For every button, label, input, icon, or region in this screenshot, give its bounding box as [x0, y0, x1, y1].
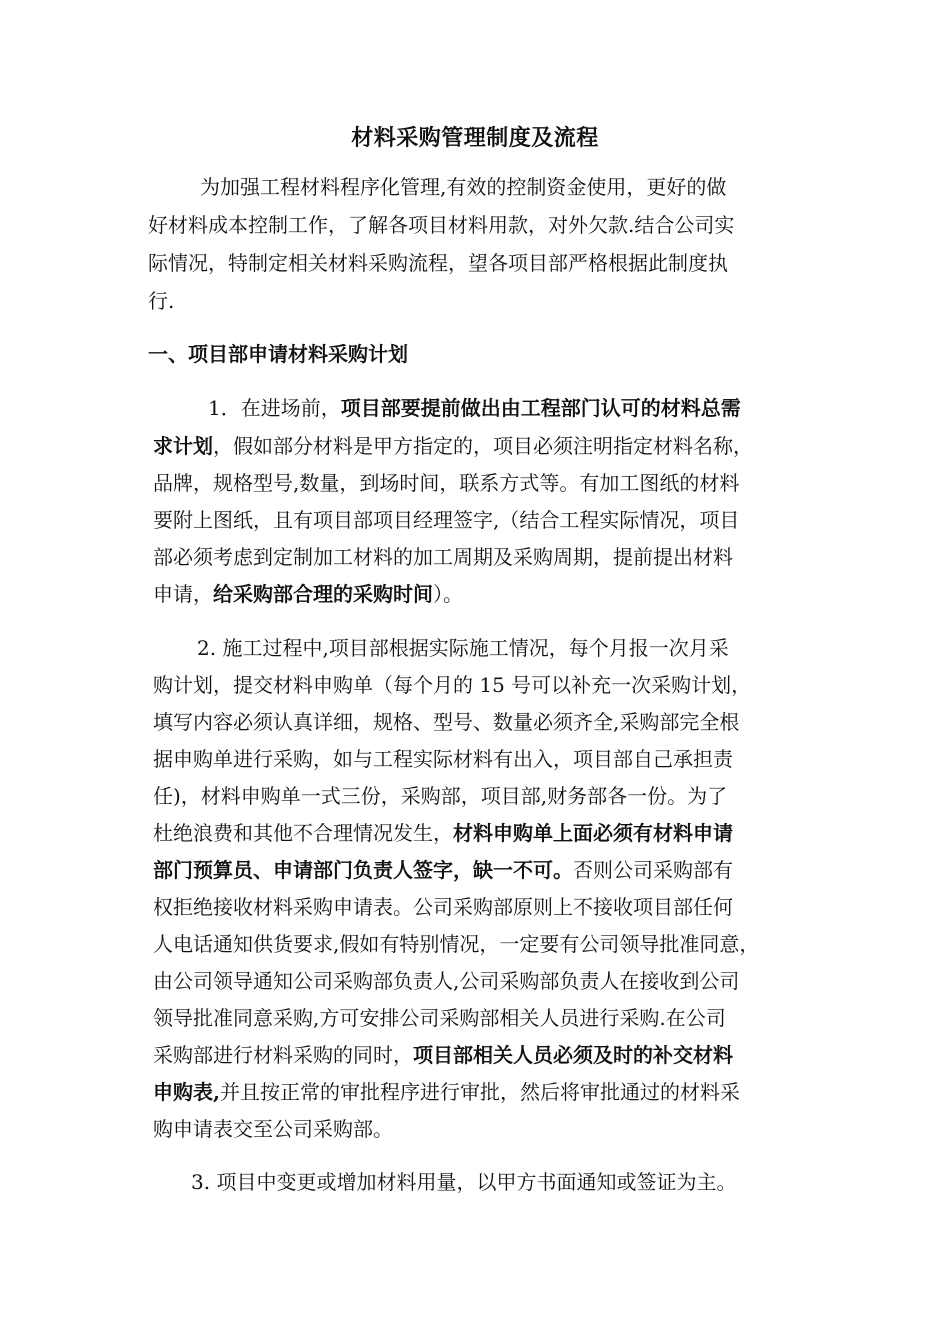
p2-line-3: 填写内容必须认真详细，规格、型号、数量必须齐全,采购部完全根 — [153, 710, 740, 734]
document-title: 材料采购管理制度及流程 — [351, 125, 599, 151]
p1-line-2 — [153, 431, 753, 461]
p2-line-7 — [153, 855, 733, 885]
p2-line-6 — [153, 818, 733, 848]
intro-line-3: 际情况，特制定相关材料采购流程，望各项目部严格根据此制度执 — [148, 251, 728, 275]
p1-line-2-text: ，假如部分材料是甲方指定的，项目必须注明指定材料名称， — [213, 434, 753, 458]
p3-line-1: 3. 项目中变更或增加材料用量，以甲方书面通知或签证为主。 — [191, 1170, 737, 1194]
p2-line-2: 购计划，提交材料申购单（每个月的 15 号可以补充一次采购计划， — [153, 673, 752, 697]
p1-line-6-end: ）。 — [433, 582, 463, 606]
p2-line-1: 2. 施工过程中,项目部根据实际施工情况，每个月报一次月采 — [197, 636, 729, 660]
p2-line-12 — [153, 1040, 733, 1070]
p2-line-12-text: 采购部进行材料采购的同时， — [153, 1043, 413, 1067]
p1-line-6 — [153, 579, 463, 609]
p2-line-14: 购申请表交至公司采购部。 — [153, 1117, 393, 1141]
p2-line-11: 领导批准同意采购,方可安排公司采购部相关人员进行采购.在公司 — [153, 1006, 726, 1030]
p2-line-12-bold: 项目部相关人员必须及时的补交材料 — [413, 1043, 733, 1067]
intro-line-2: 好材料成本控制工作，了解各项目材料用款，对外欠款.结合公司实 — [148, 213, 735, 237]
p2-line-4: 据申购单进行采购，如与工程实际材料有出入，项目部自己承担责 — [153, 747, 733, 771]
p1-line-6-bold: 给采购部合理的采购时间 — [213, 582, 433, 606]
p2-line-13 — [153, 1077, 740, 1107]
intro-line-1: 为加强工程材料程序化管理,有效的控制资金使用，更好的做 — [200, 175, 727, 199]
p2-line-13-bold: 申购表, — [153, 1080, 220, 1104]
p1-line-1-text: 1．在进场前， — [208, 396, 341, 420]
p1-line-1-bold: 项目部要提前做出由工程部门认可的材料总需 — [340, 396, 741, 420]
p2-line-8: 权拒绝接收材料采购申请表。公司采购部原则上不接收项目部任何 — [153, 895, 733, 919]
p2-line-10: 由公司领导通知公司采购部负责人,公司采购部负责人在接收到公司 — [153, 969, 740, 993]
p2-line-7-text: 否则公司采购部有 — [573, 858, 733, 882]
p2-line-6-text: 杜绝浪费和其他不合理情况发生， — [153, 821, 453, 845]
p1-line-3: 品牌，规格型号,数量，到场时间，联系方式等。有加工图纸的材料 — [153, 471, 740, 495]
intro-line-4: 行. — [148, 289, 175, 313]
p2-line-6-bold: 材料申购单上面必须有材料申请 — [453, 821, 733, 845]
p2-line-9: 人电话通知供货要求,假如有特别情况，一定要有公司领导批准同意， — [153, 932, 760, 956]
p2-line-13-text: 并且按正常的审批程序进行审批，然后将审批通过的材料采 — [219, 1080, 740, 1104]
p1-line-6-text: 申请， — [153, 582, 213, 606]
section-1-heading: 一、项目部申请材料采购计划 — [148, 342, 408, 366]
p1-line-5: 部必须考虑到定制加工材料的加工周期及采购周期，提前提出材料 — [153, 545, 733, 569]
p1-line-2-bold: 求计划 — [153, 434, 213, 458]
p1-line-4: 要附上图纸，且有项目部项目经理签字,（结合工程实际情况，项目 — [153, 508, 740, 532]
p2-line-7-bold: 部门预算员、申请部门负责人签字，缺一不可。 — [153, 858, 573, 882]
p2-line-5: 任)，材料申购单一式三份，采购部，项目部,财务部各一份。为了 — [153, 784, 728, 808]
p1-line-1 — [208, 393, 741, 423]
